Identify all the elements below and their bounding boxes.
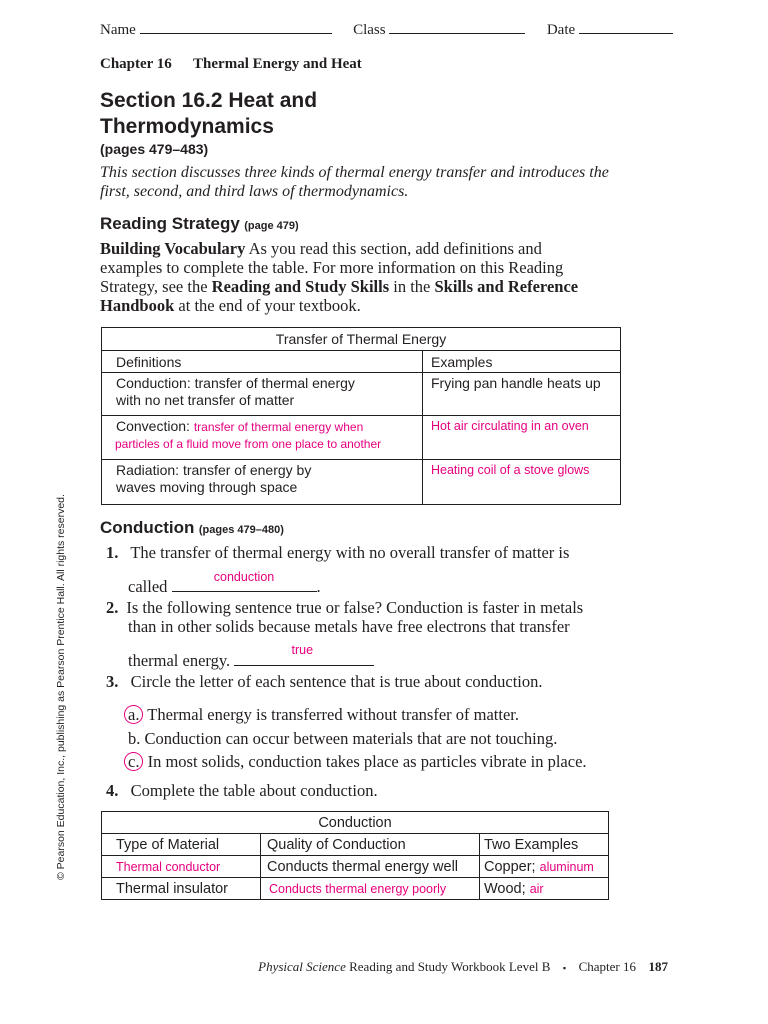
col-examples: Examples bbox=[423, 351, 621, 373]
class-label: Class bbox=[353, 22, 386, 38]
convection-answer-line2: particles of a fluid move from one place to another bbox=[115, 437, 382, 451]
section-intro-line1: This section discusses three kinds of thermal energy transfer and introduces the bbox=[100, 164, 609, 181]
header-row bbox=[100, 22, 673, 39]
conduction-definition-cell bbox=[102, 373, 423, 416]
footer bbox=[258, 959, 668, 975]
building-vocabulary-label: Building Vocabulary bbox=[100, 239, 246, 258]
q3-option-b-letter[interactable]: b. bbox=[128, 728, 141, 748]
footer-book-italic: Physical Science bbox=[258, 959, 346, 974]
q1-end: . bbox=[316, 577, 321, 596]
footer-bullet: ▪ bbox=[562, 963, 567, 973]
q3-text: Circle the letter of each sentence that is true about conduction. bbox=[130, 672, 543, 691]
q3-option-c-text: In most solids, conduction takes place as particles vibrate in place. bbox=[147, 752, 587, 771]
q1-answer: conduction bbox=[213, 570, 275, 584]
transfer-table-title: Transfer of Thermal Energy bbox=[102, 328, 621, 351]
radiation-def-line1: transfer of energy by bbox=[182, 462, 312, 478]
radiation-term: Radiation: bbox=[116, 462, 180, 478]
q1-called: called bbox=[128, 577, 168, 596]
table-row bbox=[102, 856, 609, 878]
q4-text: Complete the table about conduction. bbox=[130, 781, 378, 800]
footer-book-rest: Reading and Study Workbook Level B bbox=[349, 959, 551, 974]
question-1 bbox=[106, 543, 569, 563]
reading-strategy-title: Reading Strategy bbox=[100, 214, 240, 233]
question-2 bbox=[106, 598, 583, 636]
q3-option-c-letter[interactable]: c. bbox=[124, 752, 143, 771]
q3-option-a-text: Thermal energy is transferred without transfer of matter. bbox=[147, 705, 520, 724]
section-pages: (pages 479–483) bbox=[100, 141, 209, 157]
q4-number: 4. bbox=[106, 781, 119, 800]
reading-strategy-text bbox=[100, 239, 578, 315]
radiation-def-line2: waves moving through space bbox=[116, 479, 298, 495]
rs-text1: As you read this section, add definitions and bbox=[248, 239, 542, 258]
q2-line2: than in other solids because metals have free electrons that transfer bbox=[128, 617, 570, 636]
rs-text2: examples to complete the table. For more information on this Reading bbox=[100, 258, 564, 277]
q2-answer-line bbox=[128, 643, 374, 671]
reading-strategy-heading bbox=[100, 214, 299, 234]
conductor-ex2: aluminum bbox=[539, 859, 594, 874]
convection-definition-cell bbox=[102, 416, 423, 460]
chapter-title: Thermal Energy and Heat bbox=[193, 56, 362, 72]
conduction-term: Conduction: bbox=[116, 375, 191, 391]
section-title bbox=[100, 88, 317, 140]
q1-answer-line bbox=[128, 570, 321, 597]
col-two-examples: Two Examples bbox=[480, 834, 609, 856]
section-intro bbox=[100, 163, 609, 201]
name-label: Name bbox=[100, 22, 136, 38]
q1-text: The transfer of thermal energy with no overall transfer of matter is bbox=[130, 543, 570, 562]
convection-example: Hot air circulating in an oven bbox=[423, 416, 621, 460]
question-4 bbox=[106, 781, 378, 801]
col-definitions: Definitions bbox=[102, 351, 423, 373]
footer-chapter: Chapter 16 bbox=[578, 959, 636, 974]
col-quality: Quality of Conduction bbox=[261, 834, 480, 856]
radiation-example: Heating coil of a stove glows bbox=[423, 460, 621, 505]
conduction-heading-pages: (pages 479–480) bbox=[198, 524, 284, 536]
page-number: 187 bbox=[648, 959, 668, 974]
section-title-line1: Section 16.2 Heat and bbox=[100, 89, 318, 112]
rs-bold1: Reading and Study Skills bbox=[211, 277, 390, 296]
conduction-table bbox=[101, 811, 609, 900]
conduction-heading-title: Conduction bbox=[100, 518, 195, 537]
conduction-def-line1: transfer of thermal energy bbox=[194, 375, 355, 391]
insulator-quality: Conducts thermal energy poorly bbox=[261, 878, 480, 900]
rs-bold2: Skills and Reference bbox=[434, 277, 579, 296]
radiation-definition-cell bbox=[102, 460, 423, 505]
insulator-type: Thermal insulator bbox=[102, 878, 261, 900]
chapter-heading bbox=[100, 56, 362, 73]
table-row bbox=[102, 460, 621, 505]
conductor-type: Thermal conductor bbox=[102, 856, 261, 878]
q3-option-b-text: Conduction can occur between materials that are not touching. bbox=[144, 728, 558, 748]
name-field[interactable] bbox=[140, 33, 332, 34]
table-row bbox=[102, 373, 621, 416]
rs-text3a: Strategy, see the bbox=[100, 277, 208, 296]
conductor-quality: Conducts thermal energy well bbox=[261, 856, 480, 878]
q2-line3: thermal energy. bbox=[128, 651, 231, 670]
q3-options bbox=[124, 703, 587, 774]
q1-number: 1. bbox=[106, 543, 119, 562]
q3-option-c[interactable] bbox=[124, 750, 587, 774]
section-intro-line2: first, second, and third laws of thermodynamics. bbox=[100, 183, 409, 200]
conduction-def-line2: with no net transfer of matter bbox=[116, 392, 295, 408]
conduction-example: Frying pan handle heats up bbox=[423, 373, 621, 416]
q3-number: 3. bbox=[106, 672, 119, 691]
insulator-ex2: air bbox=[529, 881, 544, 896]
convection-answer-line1: transfer of thermal energy when bbox=[193, 420, 364, 434]
q2-number: 2. bbox=[106, 598, 119, 617]
q3-option-a[interactable] bbox=[124, 703, 587, 727]
table-row bbox=[102, 416, 621, 460]
conduction-table-title: Conduction bbox=[102, 812, 609, 834]
q3-option-b[interactable] bbox=[124, 727, 587, 751]
table-row bbox=[102, 878, 609, 900]
date-label: Date bbox=[546, 22, 576, 38]
q2-answer-blank[interactable] bbox=[234, 643, 374, 666]
conductor-ex1: Copper; bbox=[484, 858, 536, 875]
q3-option-a-letter[interactable]: a. bbox=[124, 705, 143, 724]
insulator-examples bbox=[480, 878, 609, 900]
copyright-notice: © Pearson Education, Inc., publishing as Pearson Prentice Hall. All rights reserved. bbox=[55, 494, 67, 880]
chapter-number: Chapter 16 bbox=[100, 56, 172, 72]
q2-answer: true bbox=[291, 643, 314, 657]
q2-line1: Is the following sentence true or false? Conduction is faster in metals bbox=[126, 598, 584, 617]
reading-strategy-pages: (page 479) bbox=[244, 220, 299, 232]
question-3 bbox=[106, 672, 543, 692]
section-title-line2: Thermodynamics bbox=[100, 115, 274, 138]
rs-text3b: in the bbox=[393, 277, 431, 296]
q1-answer-blank[interactable] bbox=[172, 570, 317, 592]
rs-bold3: Handbook bbox=[100, 296, 175, 315]
class-field[interactable] bbox=[389, 33, 525, 34]
conductor-examples bbox=[480, 856, 609, 878]
insulator-ex1: Wood; bbox=[484, 880, 526, 897]
transfer-table bbox=[101, 327, 621, 505]
col-type-of-material: Type of Material bbox=[102, 834, 261, 856]
date-field[interactable] bbox=[579, 33, 673, 34]
rs-text4: at the end of your textbook. bbox=[178, 296, 361, 315]
conduction-heading bbox=[100, 518, 284, 538]
convection-term: Convection: bbox=[116, 418, 190, 434]
